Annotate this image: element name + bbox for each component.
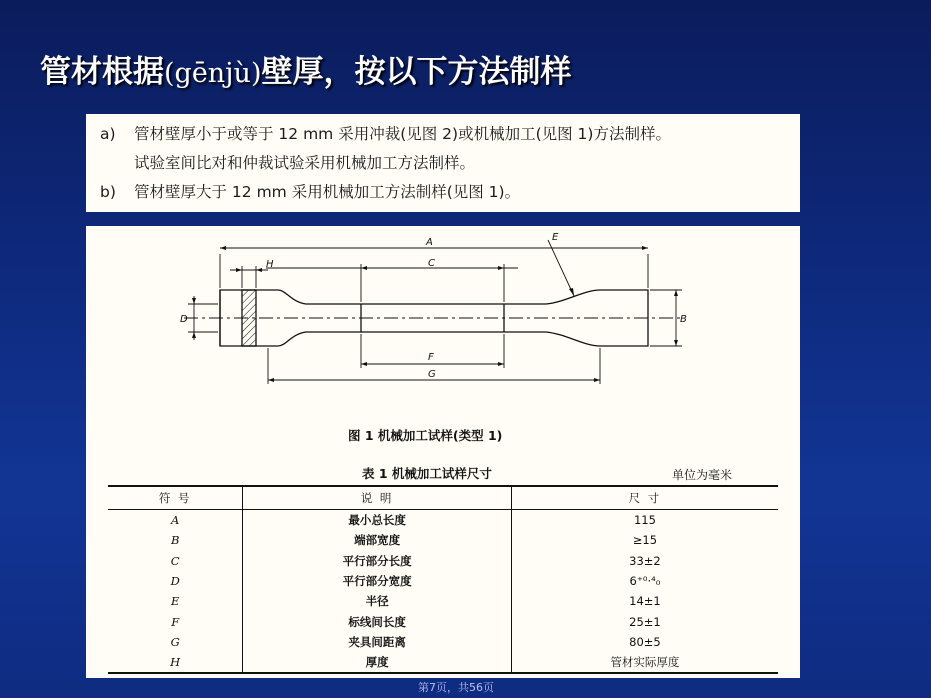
- dim-label-d: D: [180, 314, 188, 325]
- title-text-suffix: 壁厚，按以下方法制样: [261, 54, 572, 90]
- text-line-a2: 试验室间比对和仲裁试验采用机械加工方法制样。: [134, 154, 476, 172]
- text-line-a: a) 管材壁厚小于或等于 12 mm 采用冲裁(见图 2)或机械加工(见图 1)方法制样。: [100, 125, 671, 143]
- title-pinyin: (gēnjù): [164, 58, 262, 89]
- table-row: E 半径 14±1: [108, 591, 778, 611]
- table-row: H 厚度 管材实际厚度: [108, 652, 778, 673]
- text-line-b: b) 管材壁厚大于 12 mm 采用机械加工方法制样(见图 1)。: [100, 183, 521, 201]
- table-row: F 标线间长度 25±1: [108, 611, 778, 631]
- title-text: 管材根据: [40, 54, 164, 90]
- dim-label-a: A: [426, 237, 433, 248]
- table-row: D 平行部分宽度 6⁺⁰·⁴₀: [108, 571, 778, 591]
- header-description: 说 明: [243, 486, 512, 510]
- dim-label-g: G: [428, 369, 436, 380]
- table-row: A 最小总长度 115: [108, 510, 778, 531]
- figure-caption: 图 1 机械加工试样(类型 1): [348, 428, 503, 443]
- dim-label-c: C: [428, 258, 435, 269]
- table-row: B 端部宽度 ≥15: [108, 530, 778, 550]
- dim-label-h: H: [266, 259, 274, 270]
- standard-text-box: [86, 114, 800, 212]
- table-row: C 平行部分长度 33±2: [108, 551, 778, 571]
- dim-label-f: F: [428, 352, 434, 363]
- table-header-row: [108, 486, 778, 510]
- table-row: G 夹具间距离 80±5: [108, 632, 778, 652]
- dim-label-e: E: [552, 232, 559, 243]
- dim-label-b: B: [680, 314, 687, 325]
- slide-title: [40, 46, 571, 91]
- unit-label: 单位为毫米: [672, 468, 733, 482]
- figure-box: [86, 226, 800, 678]
- specimen-drawing: [86, 226, 800, 426]
- page-footer: 第7页，共56页: [418, 681, 494, 694]
- header-size: 尺 寸: [511, 486, 778, 510]
- header-symbol: 符 号: [108, 486, 243, 510]
- table-title: 表 1 机械加工试样尺寸: [362, 466, 492, 481]
- dimension-table: [108, 485, 778, 674]
